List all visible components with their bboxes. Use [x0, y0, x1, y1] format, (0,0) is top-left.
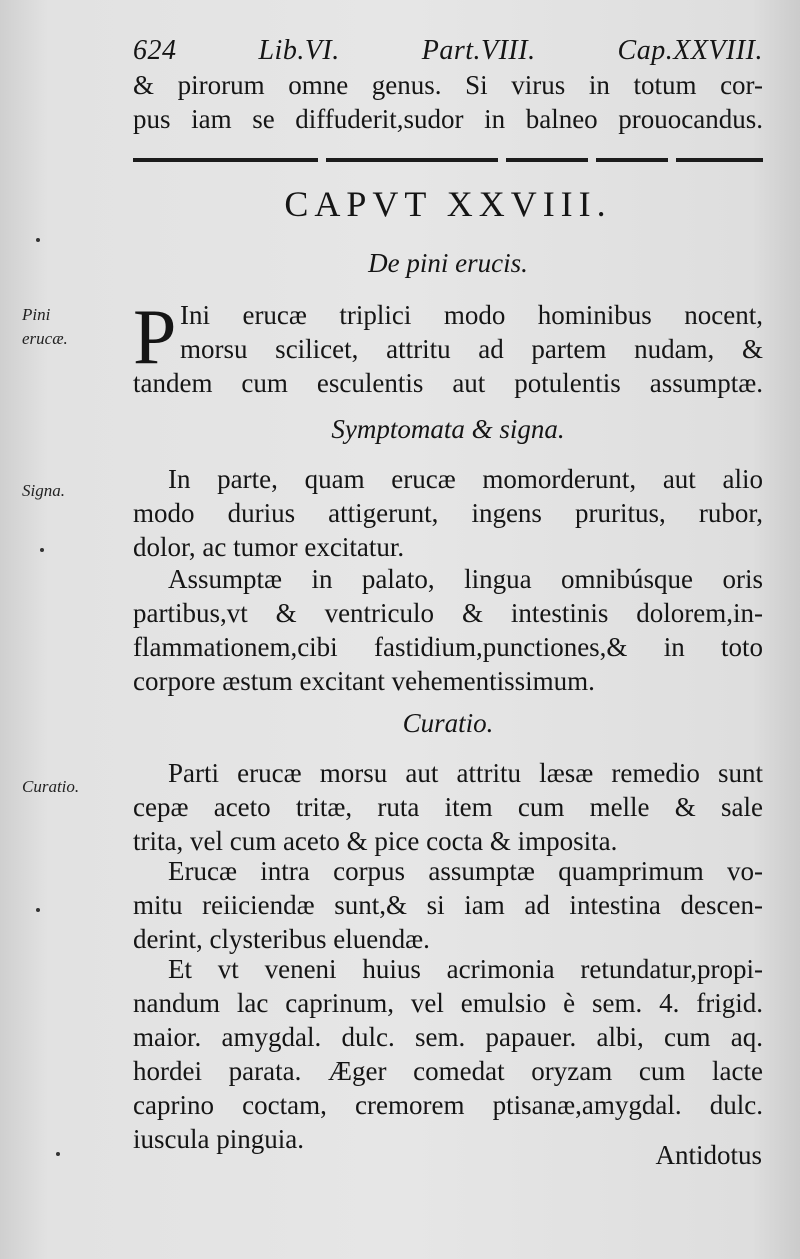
- ink-speck: [36, 908, 40, 912]
- para3-line-4: corpore æstum excitant vehementissimum.: [133, 666, 595, 696]
- margin-note-signa: Signa.: [22, 481, 65, 500]
- para6-line-1: Et vt veneni huius acrimonia retundatur,propi-: [168, 954, 763, 984]
- drop-cap: P: [133, 293, 177, 380]
- ink-speck: [36, 238, 40, 242]
- para5-line-2: mitu reiiciendæ sunt,& si iam ad intestina descen-: [133, 890, 763, 920]
- catchword: Antidotus: [655, 1140, 762, 1170]
- ornamental-rule-2: [326, 158, 498, 162]
- ink-speck: [56, 1152, 60, 1156]
- margin-note-curatio: Curatio.: [22, 777, 80, 796]
- para5-line-3: derint, clysteribus eluendæ.: [133, 924, 430, 954]
- para6-line-3: maior. amygdal. dulc. sem. papauer. albi, cum aq.: [133, 1022, 763, 1052]
- margin-note-pini-line-1: Pini: [22, 305, 51, 324]
- symptomata-heading: Symptomata & signa.: [331, 414, 565, 444]
- para3-line-3: flammationem,cibi fastidium,punctiones,& in toto: [133, 632, 763, 662]
- ornamental-rule-1: [133, 158, 318, 162]
- para4-line-2: cepæ aceto tritæ, ruta item cum melle & sale: [133, 792, 763, 822]
- chapter-subtitle: De pini erucis.: [368, 248, 528, 278]
- ornamental-rule-3: [506, 158, 588, 162]
- margin-note-pini-line-2: erucæ.: [22, 329, 68, 348]
- ink-speck: [40, 548, 44, 552]
- prev-text-line-2: pus iam se diffuderit,sudor in balneo prouocandus.: [133, 104, 763, 134]
- para3-line-1: Assumptæ in palato, lingua omnibúsque oris: [168, 564, 763, 594]
- para5-line-1: Erucæ intra corpus assumptæ quamprimum vo-: [168, 856, 763, 886]
- para2-line-1: In parte, quam erucæ momorderunt, aut alio: [168, 464, 763, 494]
- ornamental-rule-5: [676, 158, 763, 162]
- para6-line-5: caprino coctam, cremorem ptisanæ,amygdal. dulc.: [133, 1090, 763, 1120]
- para1-line-1: Ini erucæ triplici modo hominibus nocent,: [180, 300, 763, 330]
- para3-line-2: partibus,vt & ventriculo & intestinis dolorem,in-: [133, 598, 763, 628]
- chapter-title: CAPVT XXVIII.: [284, 184, 612, 224]
- para6-line-4: hordei parata. Æger comedat oryzam cum lacte: [133, 1056, 763, 1086]
- running-head: 624 Lib.VI. Part.VIII. Cap.XXVIII.: [133, 35, 763, 66]
- para6-line-2: nandum lac caprinum, vel emulsio è sem. 4. frigid.: [133, 988, 763, 1018]
- para6-line-6: iuscula pinguia.: [133, 1124, 304, 1154]
- para2-line-2: modo durius attigerunt, ingens pruritus, rubor,: [133, 498, 763, 528]
- curatio-heading: Curatio.: [402, 708, 494, 738]
- para4-line-1: Parti erucæ morsu aut attritu læsæ remedio sunt: [168, 758, 763, 788]
- para4-line-3: trita, vel cum aceto & pice cocta & imposita.: [133, 826, 618, 856]
- prev-text-line-1: & pirorum omne genus. Si virus in totum cor-: [133, 70, 763, 100]
- para1-line-3: tandem cum esculentis aut potulentis assumptæ.: [133, 368, 763, 398]
- para2-line-3: dolor, ac tumor excitatur.: [133, 532, 405, 562]
- ornamental-rule-4: [596, 158, 668, 162]
- para1-line-2: morsu scilicet, attritu ad partem nudam, &: [180, 334, 763, 364]
